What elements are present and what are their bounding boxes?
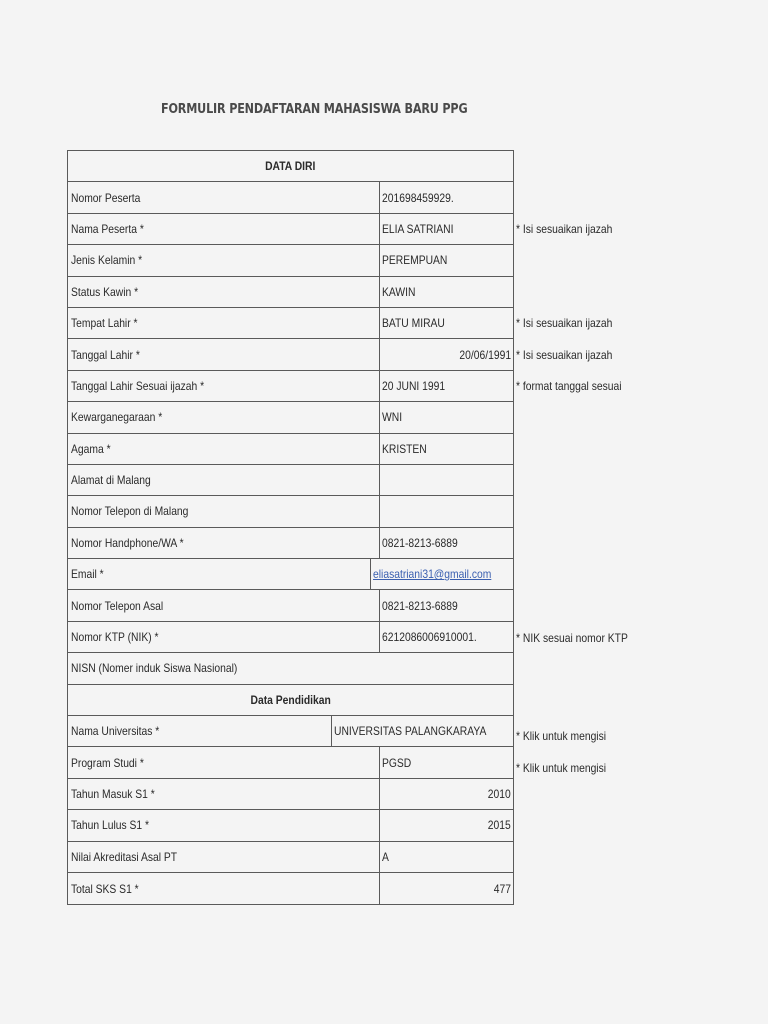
row-ktp-nik [68,622,513,653]
row-telepon-malang [68,496,513,527]
label-nama-peserta: Nama Peserta * [71,221,144,236]
label-tanggal-lahir-ijazah: Tanggal Lahir Sesuai ijazah * [71,378,205,393]
field-tempat-lahir[interactable]: BATU MIRAU [382,316,445,331]
row-telepon-asal [68,590,513,621]
note-nama-universitas: * Klik untuk mengisi [516,729,607,743]
row-tanggal-lahir [68,339,513,370]
label-status-kawin: Status Kawin * [71,284,139,299]
note-program-studi: * Klik untuk mengisi [516,761,607,775]
row-program-studi [68,747,513,778]
section-title: DATA DIRI [265,159,316,174]
label-handphone: Nomor Handphone/WA * [71,535,184,550]
label-tanggal-lahir: Tanggal Lahir * [71,347,140,362]
field-kewarganegaraan[interactable]: WNI [382,410,403,425]
field-tanggal-lahir[interactable]: 20/06/1991 [459,347,511,362]
label-telepon-asal: Nomor Telepon Asal [71,598,164,613]
label-tahun-masuk: Tahun Masuk S1 * [71,787,155,801]
note-tanggal-lahir-ijazah: * format tanggal sesuai [516,379,622,393]
field-program-studi[interactable]: PGSD [382,755,412,770]
row-tahun-masuk [68,779,513,810]
field-jenis-kelamin[interactable]: PEREMPUAN [382,253,448,268]
field-tanggal-lahir-ijazah[interactable]: 20 JUNI 1991 [382,378,446,393]
label-email: Email * [71,567,104,582]
label-telepon-malang: Nomor Telepon di Malang [71,504,189,519]
row-nama-peserta [68,214,513,245]
form-title: FORMULIR PENDAFTARAN MAHASISWA BARU PPG [161,102,468,117]
label-program-studi: Program Studi * [71,755,144,770]
label-tahun-lulus: Tahun Lulus S1 * [71,818,150,833]
row-alamat-malang [68,465,513,496]
label-jenis-kelamin: Jenis Kelamin * [71,253,143,268]
row-agama [68,434,513,465]
note-nama-peserta: * Isi sesuaikan ijazah [516,222,613,236]
row-nisn [68,653,513,684]
field-handphone[interactable]: 0821-8213-6889 [382,535,458,550]
row-kewarganegaraan [68,402,513,433]
label-total-sks: Total SKS S1 * [71,881,139,896]
field-tahun-masuk[interactable]: 2010 [488,787,511,801]
registration-form-table [67,150,514,905]
note-ktp-nik: * NIK sesuai nomor KTP [516,631,628,645]
label-nomor-peserta: Nomor Peserta [71,190,141,205]
row-handphone [68,528,513,559]
field-ktp-nik[interactable]: 6212086006910001. [382,630,477,645]
label-alamat-malang: Alamat di Malang [71,473,151,488]
note-tempat-lahir: * Isi sesuaikan ijazah [516,316,613,330]
row-tahun-lulus [68,810,513,841]
label-akreditasi: Nilai Akreditasi Asal PT [71,849,178,864]
field-nomor-peserta[interactable]: 201698459929. [382,190,454,205]
row-total-sks [68,873,513,904]
field-nama-universitas[interactable]: UNIVERSITAS PALANGKARAYA [333,724,487,739]
field-status-kawin[interactable]: KAWIN [382,284,416,299]
field-tahun-lulus[interactable]: 2015 [488,818,511,833]
section-header-data-pendidikan [68,685,513,716]
field-nama-peserta[interactable]: ELIA SATRIANI [382,221,454,236]
row-jenis-kelamin [68,245,513,276]
row-nama-universitas [68,716,513,747]
label-kewarganegaraan: Kewarganegaraan * [71,410,163,425]
section-title: Data Pendidikan [250,692,331,707]
field-telepon-asal[interactable]: 0821-8213-6889 [382,598,458,613]
row-nomor-peserta [68,182,513,213]
label-nisn: NISN (Nomer induk Siswa Nasional) [71,661,238,676]
note-tanggal-lahir: * Isi sesuaikan ijazah [516,348,613,362]
field-agama[interactable]: KRISTEN [382,441,427,456]
section-header-data-diri [68,151,513,182]
label-ktp-nik: Nomor KTP (NIK) * [71,630,159,645]
row-tempat-lahir [68,308,513,339]
row-email [68,559,513,590]
row-akreditasi [68,842,513,873]
label-nama-universitas: Nama Universitas * [71,724,160,739]
label-agama: Agama * [71,441,111,456]
email-link[interactable]: eliasatriani31@gmail.com [373,567,492,582]
field-total-sks[interactable]: 477 [493,881,511,896]
label-tempat-lahir: Tempat Lahir * [71,316,138,331]
row-status-kawin [68,277,513,308]
field-akreditasi[interactable]: A [382,849,389,864]
row-tanggal-lahir-ijazah [68,371,513,402]
